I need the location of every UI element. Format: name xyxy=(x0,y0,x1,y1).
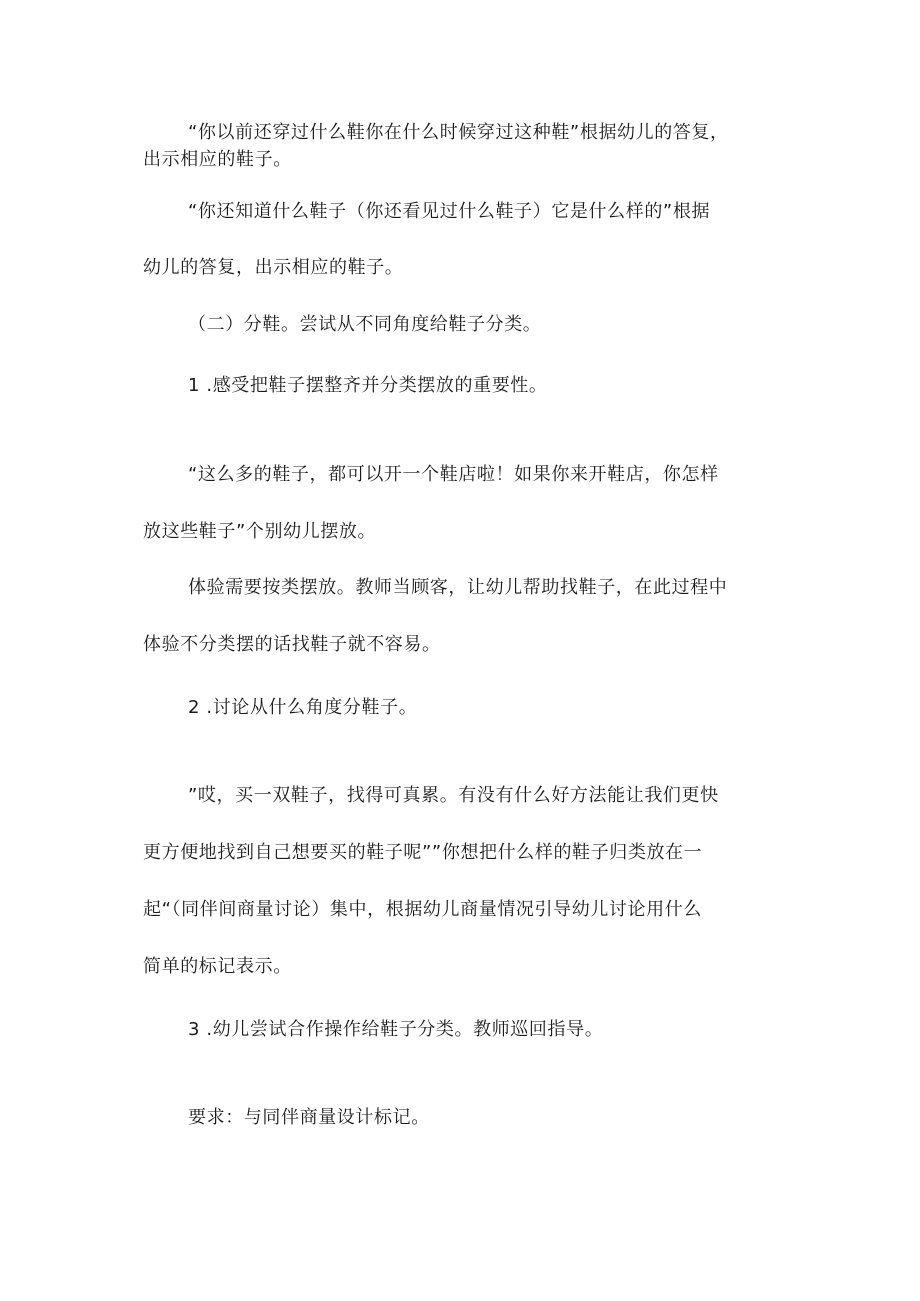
paragraph-line: “你以前还穿过什么鞋你在什么时候穿过这种鞋”根据幼儿的答复， xyxy=(188,122,729,143)
paragraph-line: 体验不分类摆的话找鞋子就不容易。 xyxy=(143,634,441,655)
paragraph-line: 体验需要按类摆放。教师当顾客，让幼儿帮助找鞋子，在此过程中 xyxy=(188,577,728,598)
paragraph-line: 出示相应的鞋子。 xyxy=(143,149,292,170)
paragraph-line: 幼儿的答复，出示相应的鞋子。 xyxy=(143,257,404,278)
paragraph-line: 要求：与同伴商量设计标记。 xyxy=(188,1107,430,1128)
list-item: 3 .幼儿尝试合作操作给鞋子分类。教师巡回指导。 xyxy=(188,1019,604,1040)
list-item: 1 .感受把鞋子摆整齐并分类摆放的重要性。 xyxy=(188,375,548,396)
paragraph-line: “你还知道什么鞋子（你还看见过什么鞋子）它是什么样的”根据 xyxy=(188,201,711,222)
paragraph-line: 简单的标记表示。 xyxy=(143,956,292,977)
list-item: 2 .讨论从什么角度分鞋子。 xyxy=(188,697,418,718)
paragraph-line: 放这些鞋子”个别幼儿摆放。 xyxy=(143,521,377,542)
paragraph-line: 起“（同伴间商量讨论）集中，根据幼儿商量情况引导幼儿讨论用什么 xyxy=(143,899,702,920)
paragraph-line: “这么多的鞋子，都可以开一个鞋店啦！如果你来开鞋店，你怎样 xyxy=(188,464,719,485)
paragraph-line: ”哎，买一双鞋子，找得可真累。有没有什么好方法能让我们更快 xyxy=(188,785,719,806)
paragraph-line: 更方便地找到自己想要买的鞋子呢””你想把什么样的鞋子归类放在一 xyxy=(143,842,703,863)
section-heading: （二）分鞋。尝试从不同角度给鞋子分类。 xyxy=(188,314,542,335)
